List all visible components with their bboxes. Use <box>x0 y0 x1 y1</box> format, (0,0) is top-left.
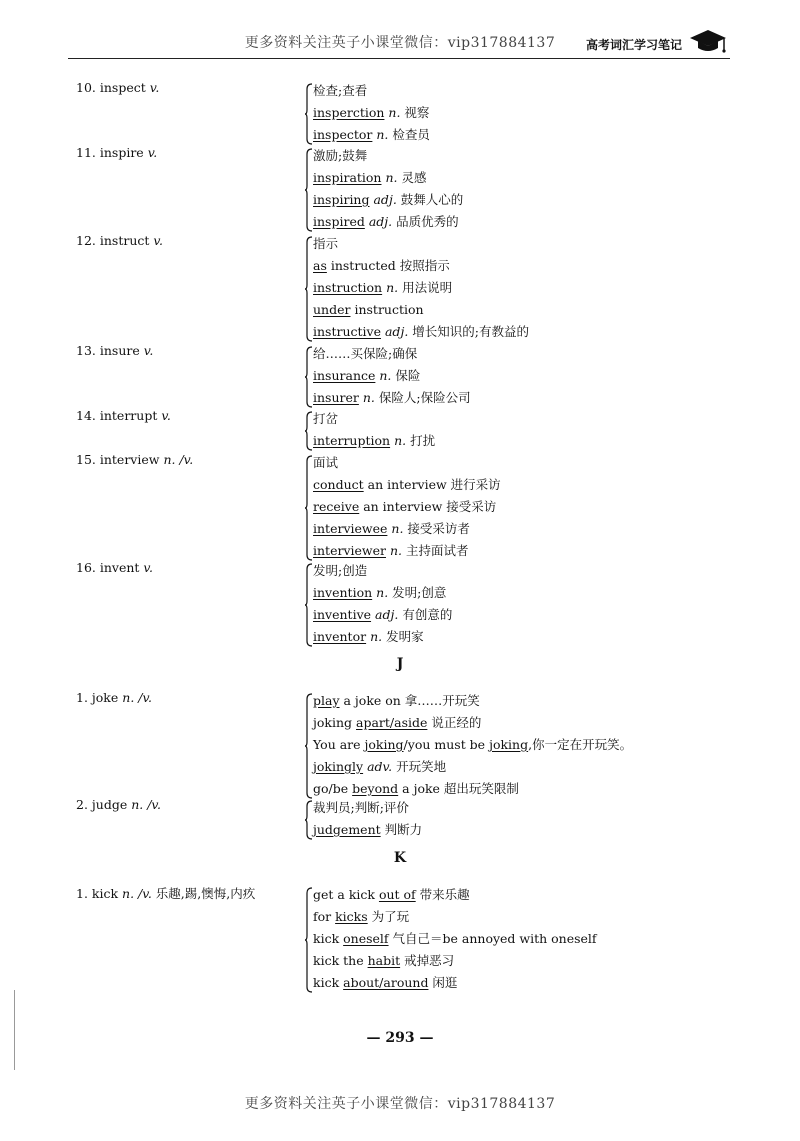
headword-text: 1. joke <box>76 690 119 705</box>
collocation-line <box>313 430 435 452</box>
collocation-line <box>313 756 632 778</box>
part-of-speech: adj. <box>373 192 397 207</box>
collocation-list <box>313 690 632 800</box>
headword <box>76 884 255 902</box>
header-rule <box>68 58 730 59</box>
collocation-list <box>313 797 422 841</box>
collocation-line <box>313 928 597 950</box>
headword-meanings: 乐趣,踢,懊悔,内疚 <box>151 886 256 901</box>
part-of-speech: n. <box>370 629 383 644</box>
headword-text: 15. interview <box>76 452 160 467</box>
curly-brace <box>305 693 313 799</box>
book-title: 高考词汇学习笔记 <box>586 38 683 52</box>
line-text: 判断力 <box>380 822 423 837</box>
graduation-cap-icon <box>688 28 728 58</box>
line-text: instruction <box>350 302 424 317</box>
section-letter: K <box>393 850 407 866</box>
collocation-line <box>313 145 463 167</box>
headword-text: 10. inspect <box>76 80 146 95</box>
underlined-term: receive <box>313 499 360 514</box>
collocation-line <box>313 452 501 474</box>
headword <box>76 797 161 812</box>
headword <box>76 80 159 95</box>
line-text: 带来乐趣 <box>415 887 470 902</box>
line-text: 戒掉恶习 <box>400 953 455 968</box>
part-of-speech: adj. <box>384 324 409 339</box>
collocation-line <box>313 819 422 841</box>
collocation-list <box>313 343 471 409</box>
part-of-speech: n. /v. <box>131 797 161 812</box>
part-of-speech: adj. <box>368 214 393 229</box>
underlined-term: inventive <box>313 607 372 622</box>
headword-text: 14. interrupt <box>76 408 158 423</box>
collocation-list <box>313 884 597 994</box>
part-of-speech: v. <box>149 80 160 95</box>
part-of-speech: n. <box>376 585 389 600</box>
curly-brace <box>305 236 313 342</box>
headword <box>76 343 153 358</box>
collocation-line <box>313 884 597 906</box>
underlined-term: inspired <box>313 214 365 229</box>
collocation-line <box>313 387 471 409</box>
collocation-line <box>313 343 471 365</box>
line-text: 打岔 <box>313 411 339 426</box>
line-text: 接受采访者 <box>403 521 470 536</box>
headword-text: 2. judge <box>76 797 128 812</box>
line-text: 保险 <box>391 368 421 383</box>
line-text: 有创意的 <box>398 607 453 622</box>
line-text: 视察 <box>400 105 430 120</box>
collocation-line <box>313 972 597 994</box>
headword-text: 1. kick <box>76 886 119 901</box>
part-of-speech: n. <box>394 433 407 448</box>
line-text: 发明家 <box>382 629 424 644</box>
underlined-term: interviewee <box>313 521 388 536</box>
underlined-term: oneself <box>343 931 389 946</box>
collocation-line <box>313 906 597 928</box>
underlined-term: joking <box>364 737 404 752</box>
curly-brace <box>305 411 313 451</box>
curly-brace <box>305 563 313 647</box>
curly-brace <box>305 346 313 408</box>
part-of-speech: n. <box>385 170 398 185</box>
collocation-line <box>313 277 529 299</box>
collocation-line <box>313 690 632 712</box>
line-text: 发明;创意 <box>388 585 447 600</box>
line-text: instructed 按照指示 <box>326 258 450 273</box>
collocation-list <box>313 233 529 343</box>
line-text: 为了玩 <box>367 909 410 924</box>
watermark-top: 更多资料关注英子小课堂微信：vip317884137 <box>244 35 556 51</box>
underlined-term: beyond <box>352 781 399 796</box>
part-of-speech: v. <box>161 408 171 423</box>
part-of-speech: adj. <box>375 607 399 622</box>
line-text: an interview 进行采访 <box>363 477 501 492</box>
curly-brace <box>305 800 313 840</box>
line-text: 检查;查看 <box>313 83 368 98</box>
part-of-speech: n. <box>379 368 392 383</box>
underlined-term: about/around <box>343 975 429 990</box>
line-text: 气自己＝be annoyed with oneself <box>388 931 597 946</box>
part-of-speech: n. <box>388 105 401 120</box>
line-text: 主持面试者 <box>402 543 469 558</box>
collocation-line <box>313 80 430 102</box>
line-text: go/be <box>313 781 353 796</box>
line-text: 用法说明 <box>398 280 453 295</box>
underlined-term: as <box>313 258 327 273</box>
underlined-term: inspector <box>313 127 373 142</box>
line-text: kick <box>313 975 344 990</box>
part-of-speech: n. <box>391 521 404 536</box>
collocation-list <box>313 560 452 648</box>
line-text: ,你一定在开玩笑。 <box>528 737 633 752</box>
underlined-term: interviewer <box>313 543 386 558</box>
part-of-speech: n. <box>389 543 402 558</box>
line-text: 面试 <box>313 455 339 470</box>
collocation-line <box>313 474 501 496</box>
line-text: /you must be <box>403 737 490 752</box>
part-of-speech: v. <box>153 233 163 248</box>
underlined-term: out of <box>378 887 416 902</box>
collocation-line <box>313 321 529 343</box>
line-text: kick <box>313 931 344 946</box>
line-text: 增长知识的;有教益的 <box>408 324 529 339</box>
underlined-term: play <box>313 693 340 708</box>
line-text: 闲逛 <box>428 975 458 990</box>
line-text: for <box>313 909 336 924</box>
line-text: You are <box>313 737 365 752</box>
headword-text: 11. inspire <box>76 145 144 160</box>
line-text: 开玩笑地 <box>392 759 447 774</box>
part-of-speech: n. /v. <box>122 886 152 901</box>
collocation-line <box>313 712 632 734</box>
headword <box>76 408 171 423</box>
line-text: 裁判员;判断;评价 <box>313 800 409 815</box>
curly-brace <box>305 83 313 145</box>
collocation-line <box>313 408 435 430</box>
part-of-speech: v. <box>143 560 153 575</box>
collocation-line <box>313 604 452 626</box>
collocation-line <box>313 540 501 562</box>
line-text: a joke on 拿……开玩笑 <box>339 693 480 708</box>
line-text: get a kick <box>313 887 379 902</box>
underlined-term: instructive <box>313 324 381 339</box>
headword <box>76 560 153 575</box>
line-text: an interview 接受采访 <box>359 499 497 514</box>
headword <box>76 690 152 705</box>
collocation-line <box>313 255 529 277</box>
headword-text: 12. instruct <box>76 233 150 248</box>
part-of-speech: adv. <box>367 759 393 774</box>
underlined-term: insperction <box>313 105 385 120</box>
collocation-line <box>313 167 463 189</box>
line-text: 给……买保险;确保 <box>313 346 418 361</box>
collocation-line <box>313 496 501 518</box>
line-text: a joke 超出玩笑限制 <box>398 781 519 796</box>
collocation-list <box>313 80 430 146</box>
headword-text: 16. invent <box>76 560 140 575</box>
underlined-term: interruption <box>313 433 391 448</box>
line-text: 发明;创造 <box>313 563 368 578</box>
collocation-list <box>313 408 435 452</box>
underlined-term: invention <box>313 585 373 600</box>
line-text: 检查员 <box>388 127 430 142</box>
underlined-term: judgement <box>313 822 381 837</box>
collocation-line <box>313 950 597 972</box>
headword <box>76 145 157 160</box>
collocation-line <box>313 582 452 604</box>
part-of-speech: v. <box>143 343 154 358</box>
line-text: 品质优秀的 <box>392 214 459 229</box>
underlined-term: conduct <box>313 477 364 492</box>
part-of-speech: v. <box>147 145 158 160</box>
part-of-speech: n. <box>362 390 375 405</box>
collocation-list <box>313 452 501 562</box>
curly-brace <box>305 148 313 232</box>
underlined-term: under <box>313 302 351 317</box>
part-of-speech: n. <box>386 280 399 295</box>
headword <box>76 233 163 248</box>
part-of-speech: n. /v. <box>163 452 194 467</box>
collocation-line <box>313 189 463 211</box>
line-text: 保险人;保险公司 <box>374 390 471 405</box>
underlined-term: instruction <box>313 280 383 295</box>
underlined-term: inventor <box>313 629 367 644</box>
line-text: 灵感 <box>397 170 427 185</box>
curly-brace <box>305 887 313 993</box>
underlined-term: habit <box>367 953 401 968</box>
underlined-term: inspiring <box>313 192 370 207</box>
line-text: 激励;鼓舞 <box>313 148 368 163</box>
underlined-term: insurer <box>313 390 359 405</box>
curly-brace <box>305 455 313 561</box>
collocation-line <box>313 518 501 540</box>
collocation-line <box>313 560 452 582</box>
collocation-list <box>313 145 463 233</box>
underlined-term: joking <box>489 737 529 752</box>
collocation-line <box>313 102 430 124</box>
underlined-term: apart/aside <box>356 715 428 730</box>
line-text: joking <box>313 715 356 730</box>
collocation-line <box>313 734 632 756</box>
headword-text: 13. insure <box>76 343 140 358</box>
underlined-term: insurance <box>313 368 376 383</box>
part-of-speech: n. <box>376 127 389 142</box>
part-of-speech: n. /v. <box>122 690 153 705</box>
headword <box>76 452 193 467</box>
watermark-bottom: 更多资料关注英子小课堂微信：vip317884137 <box>244 1096 556 1112</box>
line-text: kick the <box>313 953 368 968</box>
page-number: — 293 — <box>366 1030 434 1046</box>
collocation-line <box>313 211 463 233</box>
line-text: 打扰 <box>406 433 436 448</box>
underlined-term: inspiration <box>313 170 382 185</box>
underlined-term: jokingly <box>313 759 364 774</box>
collocation-line <box>313 124 430 146</box>
line-text: 鼓舞人心的 <box>396 192 464 207</box>
collocation-line <box>313 233 529 255</box>
section-letter: J <box>396 656 404 672</box>
collocation-line <box>313 797 422 819</box>
collocation-line <box>313 365 471 387</box>
line-text: 说正经的 <box>427 715 482 730</box>
underlined-term: kicks <box>335 909 368 924</box>
line-text: 指示 <box>313 236 339 251</box>
collocation-line <box>313 299 529 321</box>
collocation-line <box>313 626 452 648</box>
